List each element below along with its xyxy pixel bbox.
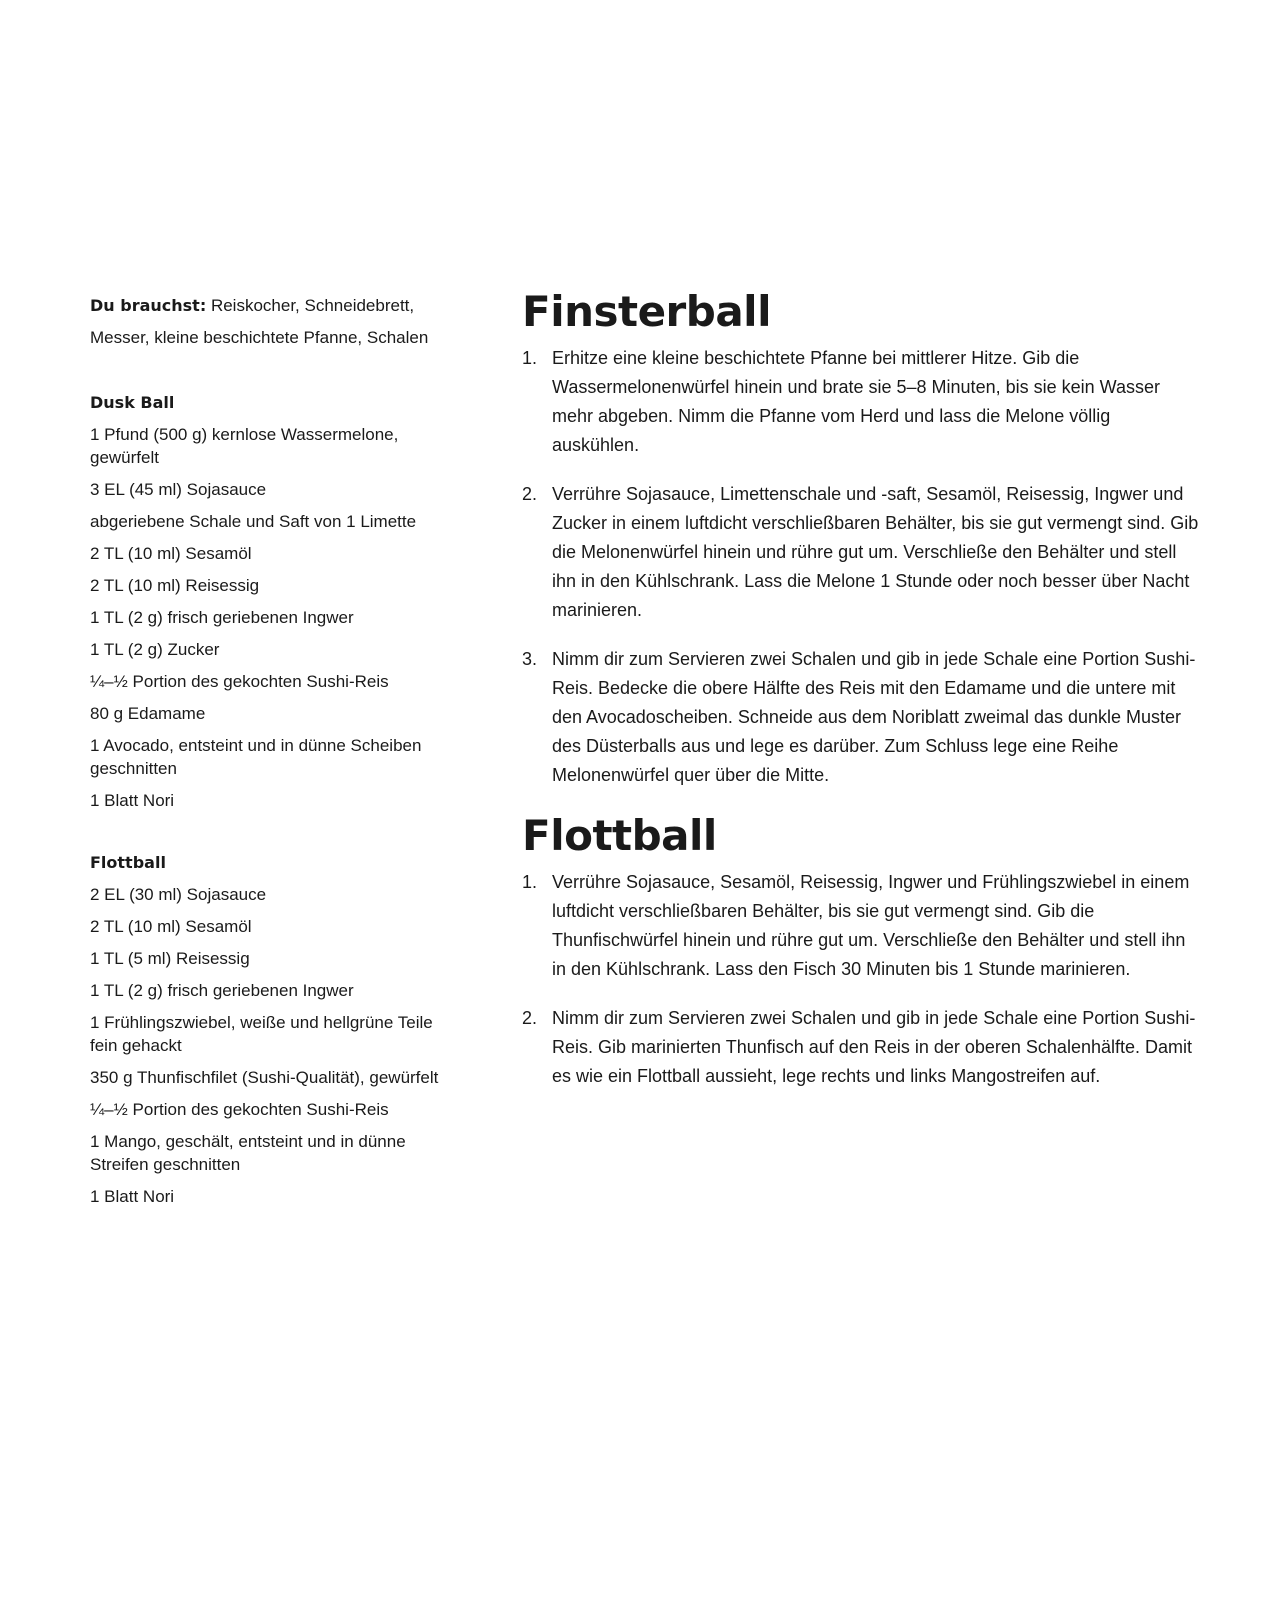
- step-text: Erhitze eine kleine beschichtete Pfanne bei mittlerer Hitze. Gib die Wassermelonenwürfel hinein und brate sie 5–8 Minuten, bis sie kein Wasser mehr abgeben. Nimm die Pfanne vom Herd und lass die Melone völlig auskühlen.: [552, 348, 1160, 455]
- ingredient-item: 1 Mango, geschält, entsteint und in dünne Streifen geschnitten: [90, 1132, 406, 1174]
- step-text: Verrühre Sojasauce, Sesamöl, Reisessig, Ingwer und Frühlingszwiebel in einem luftdicht verschließbaren Behälter, bis sie gut vermengt sind. Gib die Thunfischwürfel hinein und rühre gut um. Verschließe den Behälter und stell ihn in den Kühlschrank. Lass den Fisch 30 Minuten bis 1 Stunde marinieren.: [552, 872, 1190, 979]
- step-item: [522, 868, 1202, 984]
- ingredient-item: 3 EL (45 ml) Sojasauce: [90, 480, 267, 499]
- ingredient-item: 1 Blatt Nori: [90, 791, 175, 810]
- ingredients-list-dusk-ball: [90, 423, 460, 812]
- step-text: Nimm dir zum Servieren zwei Schalen und gib in jede Schale eine Portion Sushi-Reis. Bedecke die obere Hälfte des Reis mit den Edamame und die untere mit den Avocadoscheiben. Schneide aus dem Noriblatt zweimal das dunkle Muster des Düsterballs aus und lege es darüber. Zum Schluss lege eine Reihe Melonenwürfel quer über die Mitte.: [552, 649, 1196, 785]
- step-number: 3.: [522, 649, 538, 669]
- ingredient-item: 1 TL (2 g) frisch geriebenen Ingwer: [90, 608, 354, 627]
- ingredient-item: abgeriebene Schale und Saft von 1 Limette: [90, 512, 417, 531]
- step-item: [522, 1004, 1202, 1091]
- recipe-title-finsterball: Finsterball: [522, 287, 771, 336]
- equipment-label: Du brauchst:: [90, 296, 207, 315]
- step-text: Verrühre Sojasauce, Limettenschale und -saft, Sesamöl, Reisessig, Ingwer und Zucker in einem luftdicht verschließbaren Behälter, bis sie gut vermengt sind. Gib die Melonenwürfel hinein und rühre gut um. Verschließe den Behälter und stell ihn in den Kühlschrank. Lass die Melone 1 Stunde oder noch besser über Nacht marinieren.: [552, 484, 1199, 620]
- step-number: 2.: [522, 1008, 538, 1028]
- steps-finsterball: [522, 344, 1202, 790]
- ingredient-item: 1 TL (2 g) Zucker: [90, 640, 220, 659]
- ingredient-item: ¼–½ Portion des gekochten Sushi-Reis: [90, 1100, 389, 1119]
- equipment-text: Reiskocher, Schneidebrett, Messer, kleine beschichtete Pfanne, Schalen: [90, 296, 429, 347]
- ingredient-item: 80 g Edamame: [90, 704, 206, 723]
- ingredient-item: 350 g Thunfischfilet (Sushi-Qualität), gewürfelt: [90, 1068, 439, 1087]
- recipe-title-flottball: Flottball: [522, 811, 717, 860]
- step-number: 1.: [522, 872, 538, 892]
- ingredient-item: 2 EL (30 ml) Sojasauce: [90, 885, 267, 904]
- ingredient-item: 2 TL (10 ml) Sesamöl: [90, 917, 252, 936]
- step-number: 1.: [522, 348, 538, 368]
- ingredient-item: 2 TL (10 ml) Sesamöl: [90, 544, 252, 563]
- ingredients-heading-flottball: Flottball: [90, 853, 166, 872]
- ingredient-item: 1 Blatt Nori: [90, 1187, 175, 1206]
- step-item: [522, 344, 1202, 460]
- step-text: Nimm dir zum Servieren zwei Schalen und gib in jede Schale eine Portion Sushi-Reis. Gib marinierten Thunfisch auf den Reis in der oberen Schalenhälfte. Damit es wie ein Flottball aussieht, lege rechts und links Mangostreifen auf.: [552, 1008, 1196, 1086]
- ingredient-item: 1 TL (2 g) frisch geriebenen Ingwer: [90, 981, 354, 1000]
- step-item: [522, 480, 1202, 625]
- ingredient-item: ¼–½ Portion des gekochten Sushi-Reis: [90, 672, 389, 691]
- ingredient-item: 1 Pfund (500 g) kernlose Wassermelone, gewürfelt: [90, 425, 399, 467]
- ingredients-list-flottball: [90, 883, 460, 1208]
- ingredient-item: 2 TL (10 ml) Reisessig: [90, 576, 260, 595]
- equipment-line: [90, 290, 460, 354]
- step-number: 2.: [522, 484, 538, 504]
- steps-flottball: [522, 868, 1202, 1091]
- ingredients-column: [90, 290, 460, 1217]
- instructions-column: [522, 286, 1202, 1111]
- ingredient-item: 1 Frühlingszwiebel, weiße und hellgrüne Teile fein gehackt: [90, 1013, 433, 1055]
- step-item: [522, 645, 1202, 790]
- ingredient-item: 1 Avocado, entsteint und in dünne Scheiben geschnitten: [90, 736, 422, 778]
- ingredient-item: 1 TL (5 ml) Reisessig: [90, 949, 250, 968]
- ingredients-heading-dusk-ball: Dusk Ball: [90, 393, 175, 412]
